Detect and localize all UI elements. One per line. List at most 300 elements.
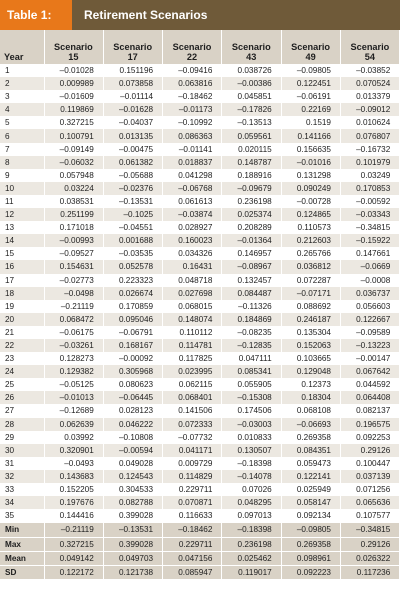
value-cell: 0.070871: [163, 496, 222, 509]
year-column-header: [0, 30, 44, 64]
table-row: [0, 418, 400, 431]
value-cell: –0.12689: [44, 404, 103, 417]
scenario-header-word: Scenario: [291, 42, 330, 52]
table-row: [0, 431, 400, 444]
value-cell: –0.0498: [44, 287, 103, 300]
table-row: [0, 274, 400, 287]
value-cell: 0.212603: [281, 234, 340, 247]
year-cell: 29: [0, 431, 44, 444]
summary-label: Max: [0, 537, 44, 551]
value-cell: –0.08967: [222, 260, 281, 273]
value-cell: 0.086363: [163, 129, 222, 142]
value-cell: –0.03852: [340, 64, 399, 77]
summary-value: –0.18462: [163, 523, 222, 537]
value-cell: 0.156635: [281, 143, 340, 156]
value-cell: 0.196575: [340, 418, 399, 431]
value-cell: –0.03343: [340, 208, 399, 221]
scenario-header-number: 49: [305, 52, 316, 62]
value-cell: 0.068015: [163, 300, 222, 313]
year-cell: 23: [0, 352, 44, 365]
year-cell: 18: [0, 287, 44, 300]
value-cell: 0.110112: [163, 326, 222, 339]
year-cell: 32: [0, 470, 44, 483]
value-cell: 0.265766: [281, 247, 340, 260]
summary-value: –0.09805: [281, 523, 340, 537]
table-row: [0, 208, 400, 221]
value-cell: –0.10808: [103, 431, 162, 444]
value-cell: –0.09527: [44, 247, 103, 260]
table-row: [0, 247, 400, 260]
table-row: [0, 287, 400, 300]
value-cell: –0.06191: [281, 90, 340, 103]
value-cell: 0.082137: [340, 404, 399, 417]
value-cell: 0.034326: [163, 247, 222, 260]
value-cell: –0.05125: [44, 378, 103, 391]
year-cell: 10: [0, 182, 44, 195]
table-number: Table 1:: [0, 0, 72, 30]
value-cell: 0.036737: [340, 287, 399, 300]
table-row: [0, 182, 400, 195]
value-cell: 0.048295: [222, 496, 281, 509]
summary-value: 0.269358: [281, 537, 340, 551]
value-cell: 0.128273: [44, 352, 103, 365]
value-cell: 0.07026: [222, 483, 281, 496]
value-cell: 0.305968: [103, 365, 162, 378]
value-cell: –0.17826: [222, 103, 281, 116]
value-cell: 0.058147: [281, 496, 340, 509]
scenario-column-header: [44, 30, 103, 64]
value-cell: –0.01173: [163, 103, 222, 116]
value-cell: 0.117825: [163, 352, 222, 365]
table-row: [0, 156, 400, 169]
value-cell: –0.01364: [222, 234, 281, 247]
table-title-bar: [0, 0, 400, 30]
value-cell: 0.236198: [222, 195, 281, 208]
table-row: [0, 326, 400, 339]
summary-value: 0.085947: [163, 566, 222, 580]
table-row: [0, 260, 400, 273]
scenario-column-header: [340, 30, 399, 64]
value-cell: 0.080623: [103, 378, 162, 391]
value-cell: 0.055905: [222, 378, 281, 391]
value-cell: 0.028927: [163, 221, 222, 234]
year-cell: 25: [0, 378, 44, 391]
scenario-header-text: [113, 42, 152, 62]
value-cell: 0.246187: [281, 313, 340, 326]
value-cell: 0.062639: [44, 418, 103, 431]
year-cell: 12: [0, 208, 44, 221]
summary-value: 0.025462: [222, 551, 281, 565]
table-row: [0, 378, 400, 391]
year-cell: 7: [0, 143, 44, 156]
table-title: Retirement Scenarios: [84, 8, 208, 22]
value-cell: 0.059473: [281, 457, 340, 470]
summary-label: Min: [0, 523, 44, 537]
value-cell: 0.072333: [163, 418, 222, 431]
table-row: [0, 352, 400, 365]
summary-value: 0.049142: [44, 551, 103, 565]
value-cell: 0.025374: [222, 208, 281, 221]
scenario-header-word: Scenario: [113, 42, 153, 52]
year-cell: 28: [0, 418, 44, 431]
value-cell: 0.03249: [340, 169, 399, 182]
year-cell: 20: [0, 313, 44, 326]
retirement-scenarios-table: [0, 30, 400, 579]
value-cell: 0.001688: [103, 234, 162, 247]
year-cell: 15: [0, 247, 44, 260]
value-cell: 0.12373: [281, 378, 340, 391]
value-cell: –0.06768: [163, 182, 222, 195]
value-cell: 0.090249: [281, 182, 340, 195]
value-cell: 0.041171: [163, 444, 222, 457]
value-cell: 0.122451: [281, 77, 340, 90]
value-cell: –0.00147: [340, 352, 399, 365]
value-cell: 0.044592: [340, 378, 399, 391]
value-cell: –0.13223: [340, 339, 399, 352]
value-cell: 0.068108: [281, 404, 340, 417]
value-cell: 0.037139: [340, 470, 399, 483]
value-cell: 0.082788: [103, 496, 162, 509]
value-cell: –0.18462: [163, 90, 222, 103]
value-cell: –0.15922: [340, 234, 399, 247]
year-cell: 26: [0, 391, 44, 404]
value-cell: 0.160023: [163, 234, 222, 247]
value-cell: 0.184869: [222, 313, 281, 326]
value-cell: 0.168167: [103, 339, 162, 352]
value-cell: –0.09679: [222, 182, 281, 195]
value-cell: –0.14078: [222, 470, 281, 483]
value-cell: 0.124543: [103, 470, 162, 483]
summary-value: 0.327215: [44, 537, 103, 551]
summary-value: –0.34815: [340, 523, 399, 537]
value-cell: 0.16431: [163, 260, 222, 273]
year-cell: 13: [0, 221, 44, 234]
year-cell: 5: [0, 116, 44, 129]
value-cell: 0.107577: [340, 509, 399, 523]
scenario-header-text: [350, 42, 389, 62]
table-row: [0, 169, 400, 182]
year-cell: 17: [0, 274, 44, 287]
value-cell: 0.047111: [222, 352, 281, 365]
table-row: [0, 470, 400, 483]
value-cell: 0.085341: [222, 365, 281, 378]
value-cell: 0.197676: [44, 496, 103, 509]
value-cell: –0.00475: [103, 143, 162, 156]
summary-row: [0, 566, 400, 580]
value-cell: 0.144416: [44, 509, 103, 523]
value-cell: 0.025949: [281, 483, 340, 496]
value-cell: 0.132457: [222, 274, 281, 287]
value-cell: 0.223323: [103, 274, 162, 287]
scenario-column-header: [222, 30, 281, 64]
value-cell: 0.023995: [163, 365, 222, 378]
value-cell: 0.22169: [281, 103, 340, 116]
value-cell: –0.0669: [340, 260, 399, 273]
value-cell: 0.092134: [281, 509, 340, 523]
table-row: [0, 457, 400, 470]
year-cell: 14: [0, 234, 44, 247]
summary-value: 0.049703: [103, 551, 162, 565]
value-cell: 0.041298: [163, 169, 222, 182]
summary-value: –0.13531: [103, 523, 162, 537]
value-cell: 0.076807: [340, 129, 399, 142]
year-cell: 19: [0, 300, 44, 313]
summary-value: 0.399028: [103, 537, 162, 551]
value-cell: 0.073858: [103, 77, 162, 90]
value-cell: 0.049028: [103, 457, 162, 470]
value-cell: –0.00386: [222, 77, 281, 90]
value-cell: 0.147661: [340, 247, 399, 260]
value-cell: –0.07732: [163, 431, 222, 444]
value-cell: 0.122141: [281, 470, 340, 483]
value-cell: 0.027698: [163, 287, 222, 300]
value-cell: 0.320901: [44, 444, 103, 457]
value-cell: 0.084487: [222, 287, 281, 300]
scenario-column-header: [163, 30, 222, 64]
value-cell: 0.010624: [340, 116, 399, 129]
value-cell: 0.045851: [222, 90, 281, 103]
value-cell: –0.00092: [103, 352, 162, 365]
value-cell: 0.062115: [163, 378, 222, 391]
value-cell: –0.03535: [103, 247, 162, 260]
value-cell: –0.13531: [103, 195, 162, 208]
summary-value: 0.092223: [281, 566, 340, 580]
value-cell: 0.129382: [44, 365, 103, 378]
value-cell: 0.135304: [281, 326, 340, 339]
value-cell: –0.12835: [222, 339, 281, 352]
table-row: [0, 391, 400, 404]
value-cell: 0.141166: [281, 129, 340, 142]
value-cell: –0.21119: [44, 300, 103, 313]
scenario-header-text: [291, 42, 330, 62]
year-cell: 24: [0, 365, 44, 378]
header-row: [0, 30, 400, 64]
summary-value: –0.18398: [222, 523, 281, 537]
value-cell: 0.061613: [163, 195, 222, 208]
value-cell: –0.01609: [44, 90, 103, 103]
scenario-header-word: Scenario: [231, 42, 271, 52]
table-body: [0, 64, 400, 523]
value-cell: 0.084351: [281, 444, 340, 457]
value-cell: –0.00728: [281, 195, 340, 208]
value-cell: –0.01028: [44, 64, 103, 77]
value-cell: 0.092253: [340, 431, 399, 444]
value-cell: –0.01141: [163, 143, 222, 156]
value-cell: 0.148074: [163, 313, 222, 326]
value-cell: –0.02376: [103, 182, 162, 195]
value-cell: 0.174506: [222, 404, 281, 417]
table-row: [0, 404, 400, 417]
value-cell: –0.09416: [163, 64, 222, 77]
year-cell: 33: [0, 483, 44, 496]
table-row: [0, 496, 400, 509]
value-cell: 0.229711: [163, 483, 222, 496]
value-cell: 0.020115: [222, 143, 281, 156]
value-cell: –0.34815: [340, 221, 399, 234]
value-cell: 0.110573: [281, 221, 340, 234]
value-cell: 0.130507: [222, 444, 281, 457]
value-cell: 0.057948: [44, 169, 103, 182]
value-cell: 0.304533: [103, 483, 162, 496]
summary-value: 0.117236: [340, 566, 399, 580]
summary-row: [0, 537, 400, 551]
table-row: [0, 300, 400, 313]
scenario-header-number: 15: [68, 52, 79, 62]
value-cell: 0.068401: [163, 391, 222, 404]
value-cell: 0.151196: [103, 64, 162, 77]
scenario-header-number: 54: [364, 52, 375, 62]
value-cell: 0.046222: [103, 418, 162, 431]
table-row: [0, 116, 400, 129]
value-cell: 0.327215: [44, 116, 103, 129]
summary-value: –0.21119: [44, 523, 103, 537]
year-cell: 9: [0, 169, 44, 182]
summary-rows: [0, 523, 400, 580]
summary-value: 0.121738: [103, 566, 162, 580]
value-cell: –0.03874: [163, 208, 222, 221]
table-row: [0, 221, 400, 234]
scenario-column-header: [103, 30, 162, 64]
year-cell: 8: [0, 156, 44, 169]
value-cell: 0.101979: [340, 156, 399, 169]
summary-value: 0.098961: [281, 551, 340, 565]
year-cell: 1: [0, 64, 44, 77]
table-row: [0, 483, 400, 496]
value-cell: 0.146957: [222, 247, 281, 260]
value-cell: 0.170859: [103, 300, 162, 313]
scenario-header-word: Scenario: [350, 42, 390, 52]
value-cell: –0.18398: [222, 457, 281, 470]
value-cell: 0.052578: [103, 260, 162, 273]
value-cell: 0.171018: [44, 221, 103, 234]
value-cell: 0.063816: [163, 77, 222, 90]
value-cell: 0.399028: [103, 509, 162, 523]
value-cell: –0.03261: [44, 339, 103, 352]
value-cell: –0.06445: [103, 391, 162, 404]
value-cell: 0.038726: [222, 64, 281, 77]
table-row: [0, 90, 400, 103]
table-row: [0, 234, 400, 247]
value-cell: 0.03992: [44, 431, 103, 444]
year-cell: 16: [0, 260, 44, 273]
value-cell: 0.122667: [340, 313, 399, 326]
scenario-header-text: [54, 42, 93, 62]
value-cell: 0.048718: [163, 274, 222, 287]
table-row: [0, 103, 400, 116]
year-cell: 3: [0, 90, 44, 103]
value-cell: 0.009989: [44, 77, 103, 90]
value-cell: 0.026674: [103, 287, 162, 300]
value-cell: –0.09012: [340, 103, 399, 116]
value-cell: 0.29126: [340, 444, 399, 457]
year-header-label: Year: [4, 52, 24, 62]
value-cell: 0.152063: [281, 339, 340, 352]
value-cell: 0.064408: [340, 391, 399, 404]
value-cell: –0.04551: [103, 221, 162, 234]
value-cell: 0.143683: [44, 470, 103, 483]
value-cell: –0.06791: [103, 326, 162, 339]
value-cell: 0.100791: [44, 129, 103, 142]
value-cell: 0.072287: [281, 274, 340, 287]
value-cell: 0.036812: [281, 260, 340, 273]
value-cell: 0.208289: [222, 221, 281, 234]
value-cell: 0.152205: [44, 483, 103, 496]
summary-value: 0.29126: [340, 537, 399, 551]
summary-row: [0, 523, 400, 537]
year-cell: 11: [0, 195, 44, 208]
year-cell: 2: [0, 77, 44, 90]
value-cell: 0.071256: [340, 483, 399, 496]
value-cell: –0.03003: [222, 418, 281, 431]
value-cell: –0.01016: [281, 156, 340, 169]
scenario-header-word: Scenario: [53, 42, 93, 52]
value-cell: 0.010833: [222, 431, 281, 444]
value-cell: –0.1025: [103, 208, 162, 221]
value-cell: 0.097013: [222, 509, 281, 523]
value-cell: –0.15308: [222, 391, 281, 404]
value-cell: 0.059561: [222, 129, 281, 142]
table-row: [0, 64, 400, 77]
value-cell: 0.170853: [340, 182, 399, 195]
value-cell: 0.067642: [340, 365, 399, 378]
value-cell: 0.068472: [44, 313, 103, 326]
scenario-header-text: [173, 42, 212, 62]
value-cell: –0.10992: [163, 116, 222, 129]
table-row: [0, 129, 400, 142]
value-cell: 0.013379: [340, 90, 399, 103]
table-row: [0, 143, 400, 156]
summary-label: Mean: [0, 551, 44, 565]
year-cell: 21: [0, 326, 44, 339]
value-cell: –0.0008: [340, 274, 399, 287]
summary-value: 0.026322: [340, 551, 399, 565]
summary-value: 0.236198: [222, 537, 281, 551]
scenario-header-number: 17: [127, 52, 138, 62]
value-cell: –0.0493: [44, 457, 103, 470]
year-cell: 35: [0, 509, 44, 523]
value-cell: –0.06693: [281, 418, 340, 431]
value-cell: 0.269358: [281, 431, 340, 444]
scenario-column-header: [281, 30, 340, 64]
value-cell: –0.09589: [340, 326, 399, 339]
value-cell: 0.061382: [103, 156, 162, 169]
value-cell: –0.09149: [44, 143, 103, 156]
value-cell: 0.028123: [103, 404, 162, 417]
table-row: [0, 339, 400, 352]
summary-row: [0, 551, 400, 565]
value-cell: 0.114781: [163, 339, 222, 352]
year-cell: 30: [0, 444, 44, 457]
value-cell: 0.013135: [103, 129, 162, 142]
year-cell: 6: [0, 129, 44, 142]
value-cell: 0.251199: [44, 208, 103, 221]
summary-label: SD: [0, 566, 44, 580]
summary-value: 0.229711: [163, 537, 222, 551]
value-cell: –0.00592: [340, 195, 399, 208]
scenario-header-number: 43: [246, 52, 257, 62]
value-cell: 0.03224: [44, 182, 103, 195]
value-cell: 0.103665: [281, 352, 340, 365]
year-cell: 22: [0, 339, 44, 352]
value-cell: 0.009729: [163, 457, 222, 470]
summary-value: 0.047156: [163, 551, 222, 565]
value-cell: –0.06032: [44, 156, 103, 169]
year-cell: 27: [0, 404, 44, 417]
value-cell: –0.00993: [44, 234, 103, 247]
value-cell: –0.01013: [44, 391, 103, 404]
table-row: [0, 195, 400, 208]
value-cell: –0.05688: [103, 169, 162, 182]
